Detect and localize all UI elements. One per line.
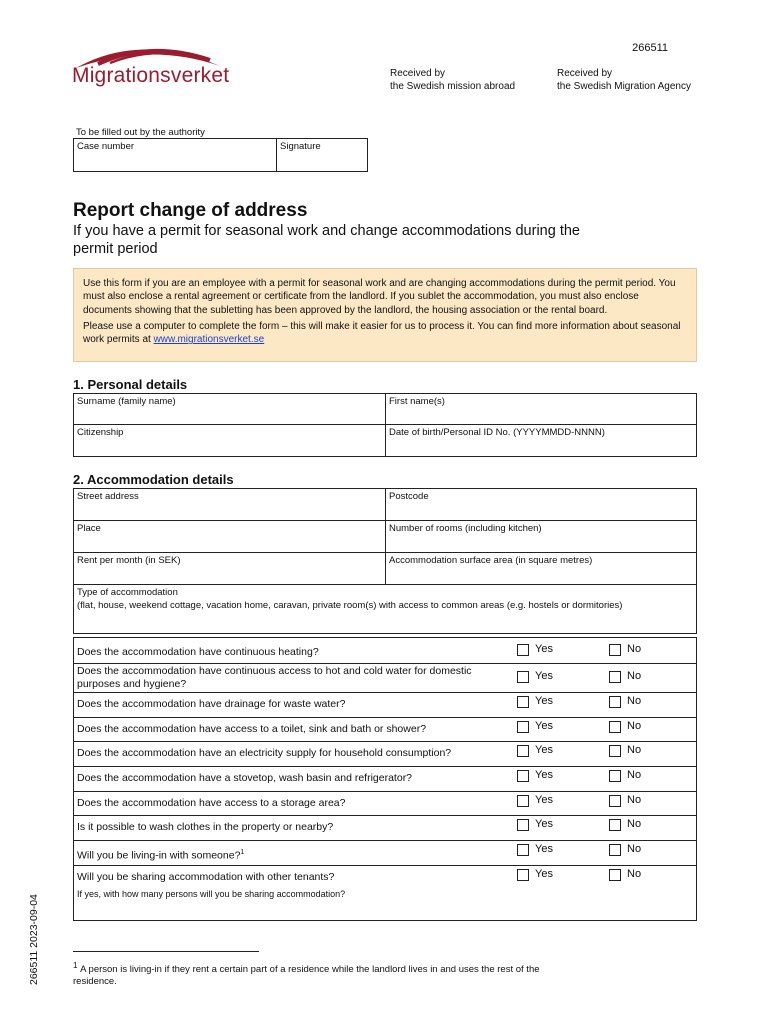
rooms-field[interactable]: Number of rooms (including kitchen) xyxy=(386,521,696,553)
question-row-divider xyxy=(73,741,697,742)
yes-label: Yes xyxy=(535,720,553,732)
side-form-code: 266511 2023-09-04 xyxy=(28,894,40,985)
yes-label: Yes xyxy=(535,868,553,880)
no-checkbox[interactable] xyxy=(609,869,621,881)
surname-field[interactable]: Surname (family name) xyxy=(74,394,386,425)
first-names-field[interactable]: First name(s) xyxy=(386,394,696,425)
info-box xyxy=(73,268,697,362)
citizenship-field[interactable]: Citizenship xyxy=(74,425,386,456)
no-label: No xyxy=(627,643,642,655)
yes-checkbox[interactable] xyxy=(517,844,529,856)
no-label: No xyxy=(627,744,642,756)
question-label: Is it possible to wash clothes in the property or nearby? xyxy=(77,821,334,833)
yes-label: Yes xyxy=(535,843,553,855)
question-label: Does the accommodation have an electricity supply for household consumption? xyxy=(77,747,452,759)
rent-field[interactable]: Rent per month (in SEK) xyxy=(74,553,386,585)
logo-text: Migrationsverket xyxy=(72,64,230,87)
question-row-divider xyxy=(73,840,697,841)
question-label: Does the accommodation have access to a toilet, sink and bath or shower? xyxy=(77,723,427,735)
no-checkbox[interactable] xyxy=(609,644,621,656)
page-subtitle: If you have a permit for seasonal work and change accommodations during the permit period xyxy=(73,223,580,257)
no-label: No xyxy=(627,818,642,830)
question-row-divider xyxy=(73,815,697,816)
footnote-rule xyxy=(73,951,259,952)
question-label: Does the accommodation have drainage for waste water? xyxy=(77,698,346,710)
question-label: Does the accommodation have continuous heating? xyxy=(77,646,319,658)
form-number: 266511 xyxy=(632,42,668,54)
no-label: No xyxy=(627,720,642,732)
no-checkbox[interactable] xyxy=(609,671,621,683)
yes-checkbox[interactable] xyxy=(517,644,529,656)
yes-label: Yes xyxy=(535,769,553,781)
question-label: Does the accommodation have a stovetop, wash basin and refrigerator? xyxy=(77,772,413,784)
no-label: No xyxy=(627,794,642,806)
accommodation-table xyxy=(73,488,697,634)
received-by-agency: Received by the Swedish Migration Agency xyxy=(557,68,691,92)
yes-label: Yes xyxy=(535,744,553,756)
question-label: Does the accommodation have access to a storage area? xyxy=(77,797,346,809)
place-field[interactable]: Place xyxy=(74,521,386,553)
yes-label: Yes xyxy=(535,818,553,830)
no-label: No xyxy=(627,695,642,707)
question-row-divider xyxy=(73,865,697,866)
no-checkbox[interactable] xyxy=(609,844,621,856)
yes-checkbox[interactable] xyxy=(517,795,529,807)
footnote: $^1$ A person is living-in if they rent a certain part of a residence while the landlord lives in and uses the rest of the residence. xyxy=(73,961,540,988)
question-label: Will you be sharing accommodation with other tenants? xyxy=(77,871,335,883)
yes-checkbox[interactable] xyxy=(517,671,529,683)
info-paragraph-1: Use this form if you are an employee with a permit for seasonal work and are changing accommodations during the permit period. You must also enclose a rental agreement or certificate from the landlord. If you sublet the accommodation, you must also enclose documents showing that the subletting has been approved by the landlord, the housing association or the rental board. xyxy=(83,278,676,316)
yes-checkbox[interactable] xyxy=(517,696,529,708)
question-row-divider xyxy=(73,692,697,693)
received-by-mission: Received by the Swedish mission abroad xyxy=(390,68,516,92)
no-checkbox[interactable] xyxy=(609,819,621,831)
no-checkbox[interactable] xyxy=(609,696,621,708)
question-row-divider xyxy=(73,663,697,664)
no-checkbox[interactable] xyxy=(609,745,621,757)
yes-checkbox[interactable] xyxy=(517,819,529,831)
migrationsverket-link[interactable]: www.migrationsverket.se xyxy=(153,334,265,346)
yes-checkbox[interactable] xyxy=(517,869,529,881)
section-1-heading: 1. Personal details xyxy=(73,377,188,392)
yes-checkbox[interactable] xyxy=(517,770,529,782)
postcode-field[interactable]: Postcode xyxy=(386,489,696,521)
yes-checkbox[interactable] xyxy=(517,745,529,757)
no-label: No xyxy=(627,670,642,682)
question-label: Does the accommodation have continuous access to hot and cold water for domestic purposes and hygiene? xyxy=(77,665,472,690)
question-row-divider xyxy=(73,791,697,792)
info-paragraph-2: Please use a computer to complete the form – this will make it easier for us to process it. You can find more information about seasonal work permits at www.migrationsverket.se xyxy=(83,320,681,346)
authority-caption: To be filled out by the authority xyxy=(76,127,205,138)
no-label: No xyxy=(627,843,642,855)
yes-label: Yes xyxy=(535,794,553,806)
area-field[interactable]: Accommodation surface area (in square metres) xyxy=(386,553,696,585)
no-checkbox[interactable] xyxy=(609,770,621,782)
yes-label: Yes xyxy=(535,670,553,682)
no-checkbox[interactable] xyxy=(609,721,621,733)
question-label: Will you be living-in with someone?$^1$ xyxy=(77,849,245,862)
street-address-field[interactable]: Street address xyxy=(74,489,386,521)
question-row-divider xyxy=(73,717,697,718)
question-row-divider xyxy=(73,766,697,767)
dob-field[interactable]: Date of birth/Personal ID No. (YYYYMMDD-NNNN) xyxy=(389,427,605,438)
no-label: No xyxy=(627,769,642,781)
sharing-followup-label: If yes, with how many persons will you be sharing accommodation? xyxy=(77,889,346,899)
case-number-field[interactable]: Case number xyxy=(74,139,277,171)
section-2-heading: 2. Accommodation details xyxy=(73,472,234,487)
page-title: Report change of address xyxy=(73,200,308,221)
accommodation-type-field[interactable]: Type of accommodation (flat, house, weekend cottage, vacation home, caravan, private room(s) with access to common areas (e.g. hostels or dormitories) xyxy=(77,587,623,611)
authority-box xyxy=(73,138,368,172)
signature-field[interactable]: Signature xyxy=(280,141,321,152)
no-label: No xyxy=(627,868,642,880)
yes-label: Yes xyxy=(535,695,553,707)
personal-details-table xyxy=(73,393,697,457)
no-checkbox[interactable] xyxy=(609,795,621,807)
yes-checkbox[interactable] xyxy=(517,721,529,733)
yes-label: Yes xyxy=(535,643,553,655)
